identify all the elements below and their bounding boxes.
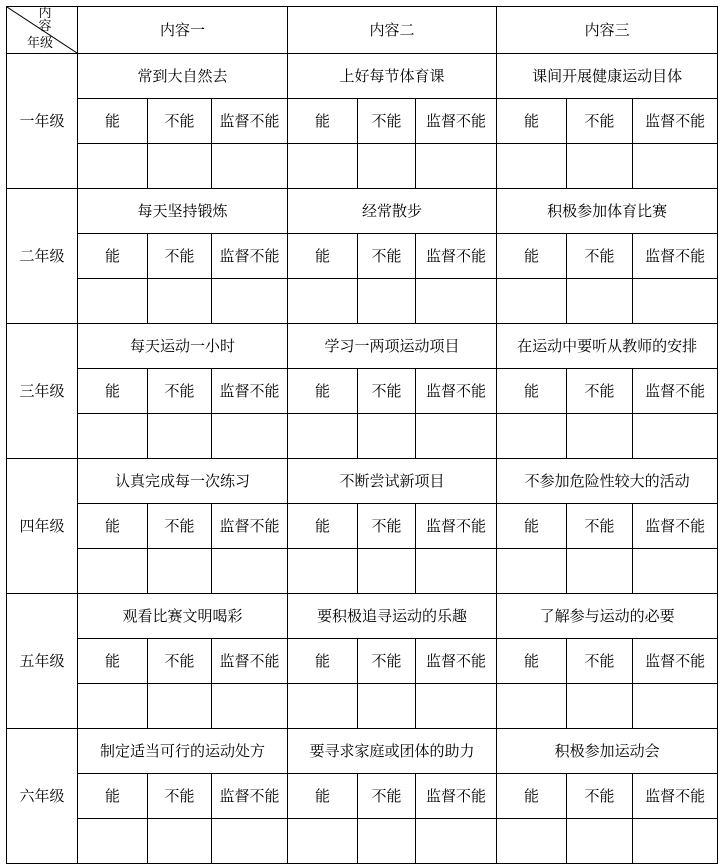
option-label: 监督不能 (633, 234, 718, 279)
item-cell: 积极参加体育比赛 (497, 189, 718, 234)
answer-cell[interactable] (288, 684, 358, 729)
option-label: 能 (497, 639, 567, 684)
answer-cell[interactable] (148, 684, 212, 729)
option-label: 不能 (567, 639, 633, 684)
item-row (7, 189, 718, 234)
item-cell: 每天运动一小时 (78, 324, 288, 369)
option-label: 能 (497, 234, 567, 279)
corner-bottom-label: 年级 (27, 36, 54, 51)
item-cell: 制定适当可行的运动处方 (78, 729, 288, 774)
answer-cell[interactable] (497, 144, 567, 189)
option-label: 能 (288, 639, 358, 684)
header-row (7, 7, 718, 54)
answer-row (7, 549, 718, 594)
answer-cell[interactable] (633, 414, 718, 459)
answer-cell[interactable] (497, 549, 567, 594)
answer-cell[interactable] (212, 279, 288, 324)
option-label: 能 (78, 369, 148, 414)
item-row (7, 459, 718, 504)
evaluation-table (6, 6, 718, 864)
option-label: 能 (78, 639, 148, 684)
item-row (7, 594, 718, 639)
item-cell: 经常散步 (288, 189, 497, 234)
option-label: 不能 (148, 639, 212, 684)
option-label: 不能 (148, 774, 212, 819)
grade-label: 三年级 (7, 324, 78, 459)
answer-cell[interactable] (567, 279, 633, 324)
grade-label: 一年级 (7, 54, 78, 189)
answer-cell[interactable] (148, 819, 212, 864)
option-label: 不能 (148, 99, 212, 144)
answer-cell[interactable] (358, 414, 416, 459)
option-label: 监督不能 (212, 639, 288, 684)
item-cell: 每天坚持锻炼 (78, 189, 288, 234)
answer-cell[interactable] (288, 414, 358, 459)
option-label: 能 (78, 234, 148, 279)
answer-cell[interactable] (78, 549, 148, 594)
option-row (7, 639, 718, 684)
option-label: 监督不能 (212, 369, 288, 414)
answer-cell[interactable] (212, 414, 288, 459)
option-label: 监督不能 (633, 369, 718, 414)
answer-cell[interactable] (358, 819, 416, 864)
answer-cell[interactable] (288, 144, 358, 189)
answer-cell[interactable] (148, 549, 212, 594)
option-label: 不能 (567, 369, 633, 414)
item-cell: 学习一两项运动项目 (288, 324, 497, 369)
option-label: 监督不能 (633, 639, 718, 684)
answer-cell[interactable] (567, 819, 633, 864)
grade-label: 二年级 (7, 189, 78, 324)
option-label: 能 (497, 99, 567, 144)
item-cell: 课间开展健康运动目体 (497, 54, 718, 99)
item-cell: 积极参加运动会 (497, 729, 718, 774)
option-label: 监督不能 (212, 504, 288, 549)
answer-cell[interactable] (288, 819, 358, 864)
answer-cell[interactable] (148, 279, 212, 324)
answer-cell[interactable] (288, 279, 358, 324)
answer-cell[interactable] (288, 549, 358, 594)
answer-cell[interactable] (497, 819, 567, 864)
option-label: 不能 (358, 99, 416, 144)
option-label: 不能 (358, 369, 416, 414)
column-header-3: 内容三 (497, 7, 718, 54)
answer-cell[interactable] (416, 279, 497, 324)
answer-cell[interactable] (212, 684, 288, 729)
answer-cell[interactable] (358, 684, 416, 729)
answer-cell[interactable] (633, 279, 718, 324)
option-label: 能 (288, 369, 358, 414)
answer-cell[interactable] (78, 144, 148, 189)
option-label: 监督不能 (212, 234, 288, 279)
option-label: 监督不能 (633, 504, 718, 549)
option-label: 不能 (148, 369, 212, 414)
item-cell: 要寻求家庭或团体的助力 (288, 729, 497, 774)
option-label: 监督不能 (416, 639, 497, 684)
option-row (7, 234, 718, 279)
option-row (7, 99, 718, 144)
answer-cell[interactable] (78, 279, 148, 324)
answer-row (7, 144, 718, 189)
option-row (7, 774, 718, 819)
option-label: 不能 (567, 774, 633, 819)
item-cell: 上好每节体育课 (288, 54, 497, 99)
answer-row (7, 684, 718, 729)
answer-cell[interactable] (78, 414, 148, 459)
option-label: 能 (78, 774, 148, 819)
option-label: 能 (78, 99, 148, 144)
item-cell: 在运动中要听从教师的安排 (497, 324, 718, 369)
answer-cell[interactable] (633, 684, 718, 729)
option-label: 监督不能 (633, 99, 718, 144)
option-label: 不能 (567, 504, 633, 549)
item-cell: 不参加危险性较大的活动 (497, 459, 718, 504)
column-header-2: 内容二 (288, 7, 497, 54)
answer-cell[interactable] (633, 549, 718, 594)
answer-cell[interactable] (358, 279, 416, 324)
grade-label: 四年级 (7, 459, 78, 594)
item-row (7, 54, 718, 99)
answer-cell[interactable] (358, 549, 416, 594)
answer-cell[interactable] (567, 549, 633, 594)
option-label: 不能 (567, 234, 633, 279)
option-label: 不能 (358, 234, 416, 279)
item-cell: 了解参与运动的必要 (497, 594, 718, 639)
option-label: 能 (288, 99, 358, 144)
answer-cell[interactable] (497, 414, 567, 459)
option-label: 监督不能 (212, 774, 288, 819)
option-label: 监督不能 (416, 774, 497, 819)
answer-cell[interactable] (497, 279, 567, 324)
item-cell: 不断尝试新项目 (288, 459, 497, 504)
item-cell: 常到大自然去 (78, 54, 288, 99)
option-label: 能 (497, 774, 567, 819)
grade-label: 五年级 (7, 594, 78, 729)
answer-cell[interactable] (78, 819, 148, 864)
option-label: 监督不能 (416, 99, 497, 144)
option-label: 能 (288, 504, 358, 549)
answer-cell[interactable] (416, 819, 497, 864)
answer-cell[interactable] (358, 144, 416, 189)
answer-cell[interactable] (212, 549, 288, 594)
answer-row (7, 279, 718, 324)
answer-cell[interactable] (212, 144, 288, 189)
answer-cell[interactable] (567, 684, 633, 729)
answer-cell[interactable] (148, 414, 212, 459)
answer-cell[interactable] (633, 144, 718, 189)
answer-row (7, 819, 718, 864)
answer-cell[interactable] (567, 144, 633, 189)
answer-cell[interactable] (633, 819, 718, 864)
item-cell: 认真完成每一次练习 (78, 459, 288, 504)
option-label: 监督不能 (212, 99, 288, 144)
option-label: 不能 (358, 639, 416, 684)
answer-cell[interactable] (212, 819, 288, 864)
option-label: 监督不能 (416, 504, 497, 549)
option-label: 监督不能 (416, 234, 497, 279)
option-label: 能 (497, 369, 567, 414)
option-label: 能 (288, 234, 358, 279)
option-label: 能 (78, 504, 148, 549)
answer-cell[interactable] (497, 684, 567, 729)
answer-cell[interactable] (416, 144, 497, 189)
option-label: 不能 (148, 504, 212, 549)
answer-cell[interactable] (78, 684, 148, 729)
answer-cell[interactable] (567, 414, 633, 459)
corner-top-label: 内容 (38, 6, 52, 34)
answer-cell[interactable] (416, 684, 497, 729)
answer-row (7, 414, 718, 459)
option-row (7, 504, 718, 549)
item-cell: 要积极追寻运动的乐趣 (288, 594, 497, 639)
option-label: 监督不能 (416, 369, 497, 414)
answer-cell[interactable] (416, 414, 497, 459)
option-label: 不能 (358, 504, 416, 549)
option-label: 不能 (148, 234, 212, 279)
item-row (7, 729, 718, 774)
grade-label: 六年级 (7, 729, 78, 864)
column-header-1: 内容一 (78, 7, 288, 54)
option-label: 不能 (358, 774, 416, 819)
corner-cell (7, 7, 78, 54)
option-label: 能 (497, 504, 567, 549)
option-row (7, 369, 718, 414)
item-cell: 观看比赛文明喝彩 (78, 594, 288, 639)
option-label: 监督不能 (633, 774, 718, 819)
option-label: 不能 (567, 99, 633, 144)
answer-cell[interactable] (148, 144, 212, 189)
item-row (7, 324, 718, 369)
option-label: 能 (288, 774, 358, 819)
answer-cell[interactable] (416, 549, 497, 594)
